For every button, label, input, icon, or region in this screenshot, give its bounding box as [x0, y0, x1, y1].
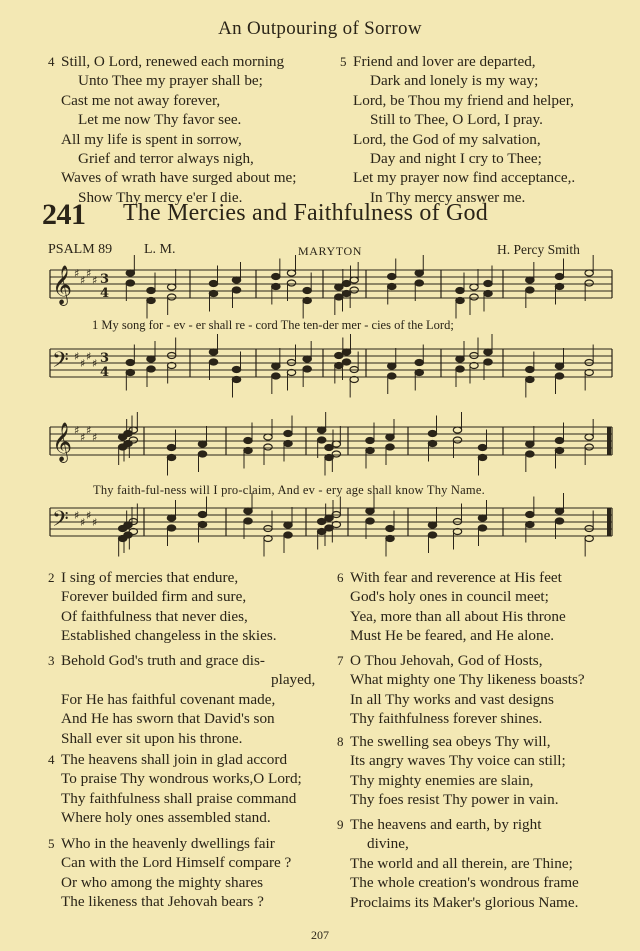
note-head: [388, 373, 396, 379]
note-head: [388, 284, 396, 290]
note-head: [478, 445, 486, 451]
sharp-sign: ♯: [92, 274, 98, 287]
note-head: [484, 291, 492, 297]
verse-line: For He has faithful covenant made,: [61, 690, 276, 708]
note-head: [284, 532, 292, 538]
verse-line: Of faithfulness that never dies,: [61, 607, 248, 625]
hymn-title: The Mercies and Faithfulness of God: [123, 200, 488, 226]
note-head: [303, 298, 311, 304]
sharp-sign: ♯: [86, 509, 92, 522]
note-head: [232, 367, 240, 373]
note-head: [386, 444, 394, 450]
note-head: [456, 288, 464, 294]
verse-body: [350, 732, 566, 810]
note-head: [209, 349, 217, 355]
note-head: [167, 515, 175, 521]
note-head: [526, 522, 534, 528]
note-head: [124, 532, 132, 538]
tune-name: MARYTON: [298, 244, 362, 258]
note-head: [526, 287, 534, 293]
verse-line: Grief and terror always nigh,: [78, 150, 254, 168]
verse-line: O Thou Jehovah, God of Hosts,: [350, 652, 543, 669]
note-head: [124, 441, 132, 447]
note-head: [147, 288, 155, 294]
note-head: [484, 349, 492, 355]
verse-line: Cast me not away forever,: [61, 91, 221, 109]
note-head: [415, 280, 423, 286]
sharp-sign: ♯: [80, 516, 86, 529]
verse-number: 4: [48, 54, 55, 69]
note-head: [232, 287, 240, 293]
note-head: [126, 270, 134, 276]
verse-line: Thy faithfulness shall praise command: [61, 789, 297, 807]
verse-line: God's holy ones in council meet;: [350, 588, 549, 606]
lyrics-line-2: Thy faith-ful-ness will I pro-claim, And ev - ery age shall know Thy Name.: [93, 483, 485, 497]
note-head: [428, 431, 436, 437]
sharp-sign: ♯: [74, 509, 80, 522]
verse-line: Dark and lonely is my way;: [370, 72, 539, 90]
note-head: [272, 373, 280, 379]
note-head: [264, 434, 272, 440]
verse-line: Lord, the God of my salvation,: [353, 130, 541, 148]
verse-line: Established changeless in the skies.: [61, 627, 277, 645]
note-head: [366, 508, 374, 514]
sharp-sign: ♯: [86, 424, 92, 437]
note-head: [484, 281, 492, 287]
composer: H. Percy Smith: [497, 242, 580, 257]
verse-line: Where holy ones assembled stand.: [61, 809, 271, 827]
note-head: [484, 359, 492, 365]
verse-line: With fear and reverence at His feet: [350, 569, 562, 586]
note-head: [342, 359, 350, 365]
note-head: [342, 291, 350, 297]
note-head: [386, 536, 394, 542]
verse-line: Thy faithfulness forever shines.: [350, 710, 543, 728]
note-head: [335, 284, 343, 290]
note-head: [209, 359, 217, 365]
note-head: [470, 284, 478, 290]
note-head: [415, 370, 423, 376]
verse-line: played,: [271, 671, 316, 689]
note-head: [415, 360, 423, 366]
verse-line: Show Thy mercy e'er I die.: [78, 188, 243, 206]
verse-line: Let me now Thy favor see.: [78, 111, 242, 129]
note-head: [526, 451, 534, 457]
note-head: [198, 522, 206, 528]
verse-line: I sing of mercies that endure,: [61, 569, 239, 586]
note-head: [335, 363, 343, 369]
note-head: [147, 356, 155, 362]
note-head: [124, 431, 132, 437]
note-head: [272, 274, 280, 280]
verse-line: The heavens shall join in glad accord: [61, 751, 288, 768]
verse-line: Unto Thee my prayer shall be;: [78, 72, 263, 90]
note-head: [232, 277, 240, 283]
verse-line: Still, O Lord, renewed each morning: [61, 53, 285, 70]
meter: L. M.: [144, 242, 176, 257]
note-head: [147, 298, 155, 304]
note-head: [272, 284, 280, 290]
verse-body: [350, 815, 579, 912]
verse-line: Still to Thee, O Lord, I pray.: [370, 111, 543, 129]
note-head: [317, 427, 325, 433]
note-head: [585, 444, 593, 450]
note-head: [147, 366, 155, 372]
note-head: [167, 294, 175, 300]
note-head: [555, 438, 563, 444]
note-head: [453, 427, 461, 433]
treble-clef: 𝄞: [52, 265, 73, 305]
note-head: [526, 512, 534, 518]
verse-line: Waves of wrath have surged about me;: [61, 169, 297, 187]
sharp-sign: ♯: [74, 350, 80, 363]
verse-line: Lord, be Thou my friend and helper,: [353, 91, 574, 109]
verse-number: 5: [48, 836, 55, 851]
verse-line: In all Thy works and vast designs: [350, 690, 554, 708]
note-head: [284, 522, 292, 528]
note-head: [555, 284, 563, 290]
treble-clef: 𝄞: [52, 422, 73, 462]
note-head: [124, 522, 132, 528]
verse-line: Shall ever sit upon his throne.: [61, 729, 243, 747]
note-head: [478, 525, 486, 531]
verse-line: Its angry waves Thy voice can still;: [350, 752, 566, 770]
note-head: [388, 274, 396, 280]
note-head: [453, 437, 461, 443]
verse-line: divine,: [367, 835, 409, 853]
verse-number: 4: [48, 752, 55, 767]
note-head: [167, 284, 175, 290]
note-head: [126, 280, 134, 286]
note-head: [303, 356, 311, 362]
note-head: [129, 437, 137, 443]
verse-body: [61, 834, 291, 912]
note-head: [335, 353, 343, 359]
verse-line: Friend and lover are departed,: [353, 53, 536, 70]
note-head: [555, 363, 563, 369]
verse-number: 8: [337, 734, 344, 749]
note-head: [284, 431, 292, 437]
verse-line: Can with the Lord Himself compare ?: [61, 854, 292, 872]
note-head: [428, 441, 436, 447]
note-head: [198, 451, 206, 457]
note-head: [317, 437, 325, 443]
note-head: [284, 441, 292, 447]
note-head: [126, 360, 134, 366]
note-head: [456, 298, 464, 304]
psalm-reference: PSALM 89: [48, 242, 113, 257]
verse-line: All my life is spent in sorrow,: [61, 130, 242, 148]
note-head: [244, 438, 252, 444]
note-head: [167, 455, 175, 461]
note-head: [526, 377, 534, 383]
note-head: [428, 522, 436, 528]
verse-line: Who in the heavenly dwellings fair: [61, 835, 275, 852]
note-head: [585, 434, 593, 440]
note-head: [585, 280, 593, 286]
time-signature: 4: [100, 286, 110, 301]
final-barline: [607, 508, 611, 536]
sharp-sign: ♯: [92, 516, 98, 529]
verse-line: The likeness that Jehovah bears ?: [61, 893, 264, 911]
sharp-sign: ♯: [92, 431, 98, 444]
verse-line: Thy foes resist Thy power in vain.: [350, 791, 559, 809]
note-head: [264, 444, 272, 450]
time-signature: 3: [100, 351, 110, 366]
bass-clef: 𝄢: [52, 348, 69, 378]
note-head: [526, 367, 534, 373]
note-head: [585, 270, 593, 276]
verse-line: Thy mighty enemies are slain,: [350, 771, 534, 789]
note-head: [287, 280, 295, 286]
final-barline: [607, 427, 611, 455]
verse-number: 9: [337, 817, 344, 832]
note-head: [428, 532, 436, 538]
note-head: [232, 377, 240, 383]
note-head: [555, 274, 563, 280]
bass-clef: 𝄢: [52, 507, 69, 537]
verse-line: To praise Thy wondrous works,O Lord;: [61, 770, 302, 788]
verse-number: 3: [48, 653, 55, 668]
sharp-sign: ♯: [86, 350, 92, 363]
sharp-sign: ♯: [74, 267, 80, 280]
note-head: [555, 508, 563, 514]
verse-line: Forever builded firm and sure,: [61, 588, 247, 606]
note-head: [555, 448, 563, 454]
note-head: [244, 448, 252, 454]
note-head: [366, 438, 374, 444]
verse-line: The whole creation's wondrous frame: [350, 874, 579, 892]
note-head: [209, 291, 217, 297]
note-head: [388, 363, 396, 369]
verse-body: [61, 651, 315, 748]
verse-line: Proclaims its Maker's glorious Name.: [350, 893, 579, 911]
note-head: [456, 366, 464, 372]
note-head: [386, 434, 394, 440]
note-head: [366, 518, 374, 524]
note-head: [335, 294, 343, 300]
note-head: [555, 518, 563, 524]
note-head: [209, 281, 217, 287]
note-head: [366, 448, 374, 454]
lyrics-line-1: 1 My song for - ev - er shall re - cord The ten-der mer - cies of the Lord;: [92, 318, 454, 332]
verse-line: The swelling sea obeys Thy will,: [350, 733, 551, 750]
note-head: [456, 356, 464, 362]
verse-line: Day and night I cry to Thee;: [370, 150, 542, 168]
verse-number: 2: [48, 570, 55, 585]
verse-body: [350, 568, 566, 646]
sharp-sign: ♯: [86, 267, 92, 280]
sharp-sign: ♯: [80, 431, 86, 444]
note-head: [470, 294, 478, 300]
note-head: [342, 349, 350, 355]
time-signature: 3: [100, 272, 110, 287]
note-head: [303, 366, 311, 372]
note-head: [167, 525, 175, 531]
note-head: [244, 518, 252, 524]
note-head: [350, 287, 358, 293]
sharp-sign: ♯: [80, 357, 86, 370]
note-head: [287, 270, 295, 276]
note-head: [478, 455, 486, 461]
note-head: [342, 281, 350, 287]
verse-line: Behold God's truth and grace dis-: [61, 652, 265, 669]
verse-line: What mighty one Thy likeness boasts?: [350, 671, 585, 689]
note-head: [386, 526, 394, 532]
verse-line: Or who among the mighty shares: [61, 873, 264, 891]
notes: [118, 255, 593, 557]
sharp-sign: ♯: [74, 424, 80, 437]
note-head: [478, 515, 486, 521]
note-head: [244, 508, 252, 514]
note-head: [350, 277, 358, 283]
verse-line: In Thy mercy answer me.: [370, 188, 526, 206]
note-head: [272, 363, 280, 369]
page-number: 207: [311, 928, 329, 942]
verse-line: Let my prayer now find acceptance,.: [353, 169, 576, 187]
note-head: [198, 512, 206, 518]
note-head: [526, 441, 534, 447]
sharp-sign: ♯: [80, 274, 86, 287]
note-head: [332, 451, 340, 457]
note-head: [303, 288, 311, 294]
section-title: An Outpouring of Sorrow: [218, 18, 422, 39]
verse-number: 6: [337, 570, 344, 585]
sharp-sign: ♯: [92, 357, 98, 370]
note-head: [198, 441, 206, 447]
verse-body: [61, 568, 277, 646]
verse-body: [350, 651, 585, 729]
note-head: [167, 445, 175, 451]
time-signature: 4: [100, 365, 110, 380]
note-head: [126, 370, 134, 376]
verse-number: 5: [340, 54, 347, 69]
note-head: [415, 270, 423, 276]
verse-line: Yea, more than all about His throne: [350, 607, 566, 625]
verse-line: The world and all therein, are Thine;: [350, 854, 573, 872]
hymn-number: 241: [42, 198, 86, 231]
verse-body: [61, 750, 302, 828]
note-head: [129, 427, 137, 433]
note-head: [555, 373, 563, 379]
verse-line: And He has sworn that David's son: [61, 710, 275, 728]
verse-line: Must He be feared, and He alone.: [350, 627, 555, 645]
verse-number: 7: [337, 653, 344, 668]
verse-line: The heavens and earth, by right: [350, 816, 542, 833]
note-head: [526, 277, 534, 283]
